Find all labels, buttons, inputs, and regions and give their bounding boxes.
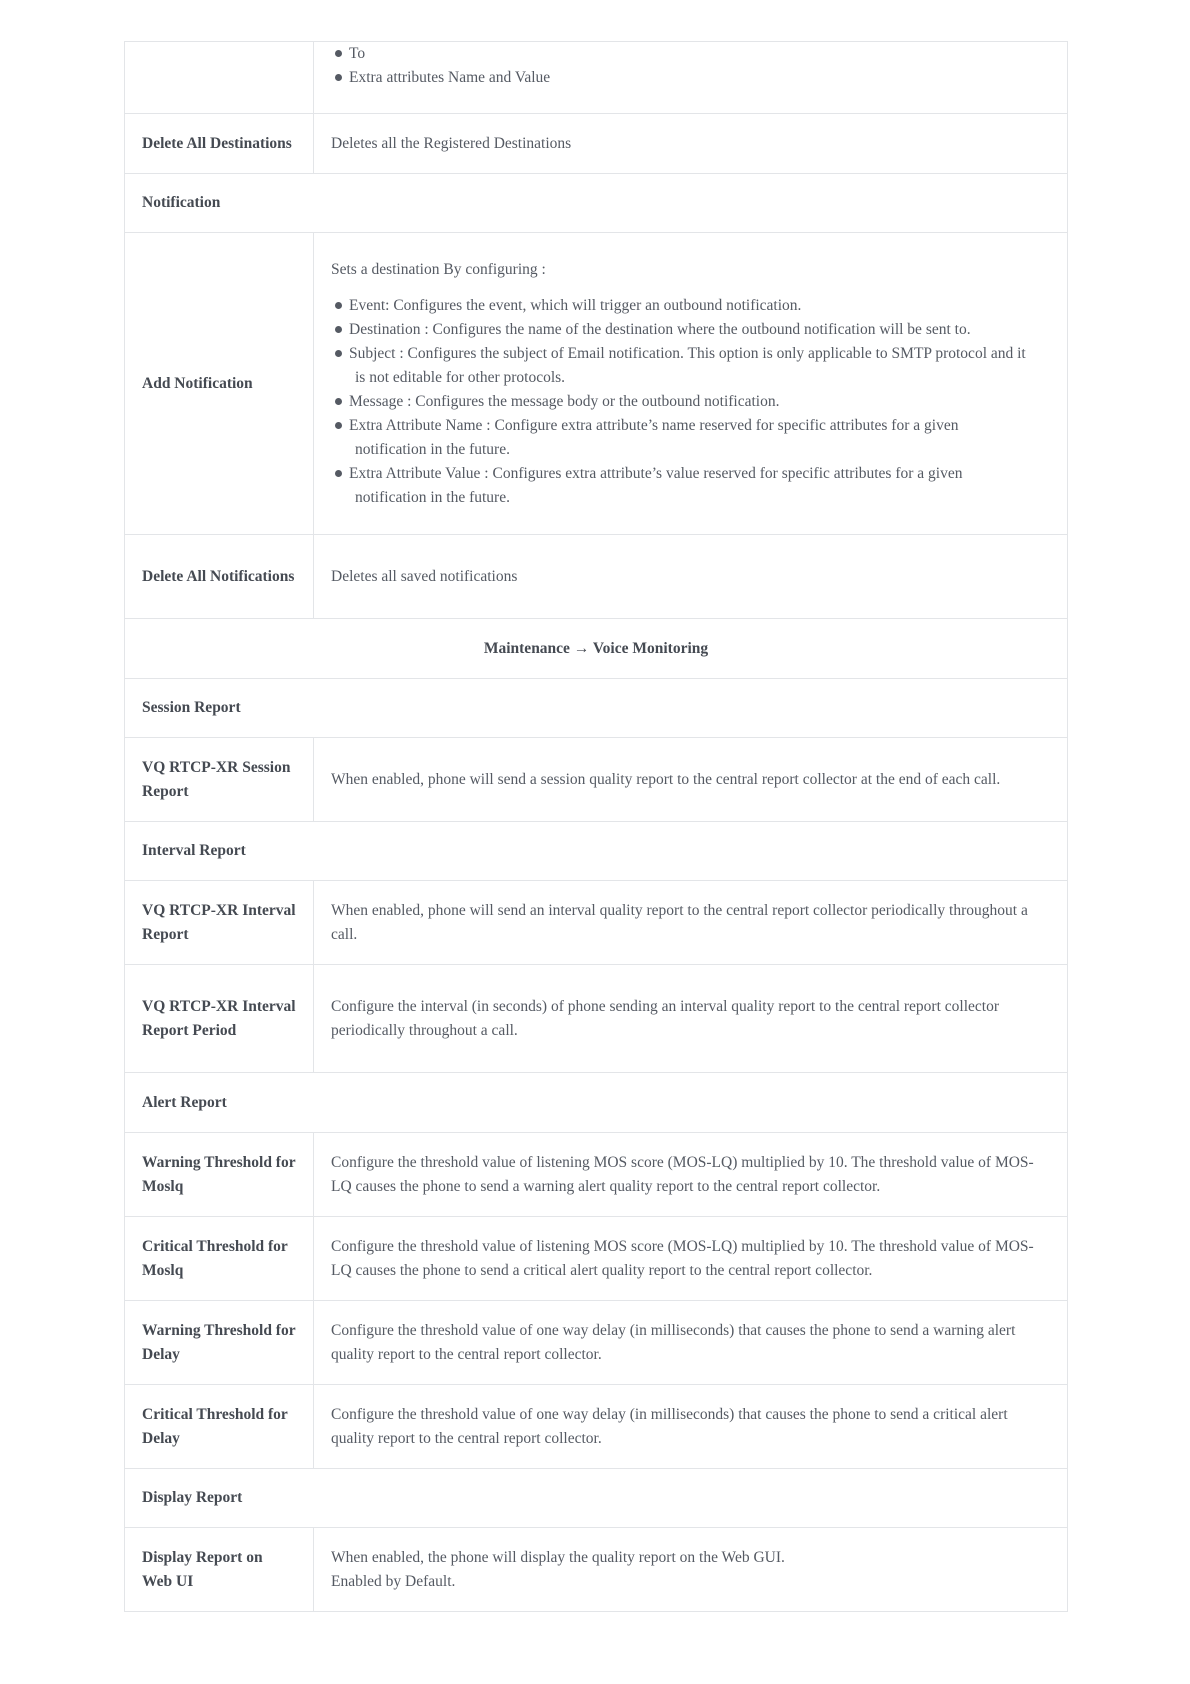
section-title: Session Report bbox=[125, 679, 1068, 738]
description-lead: Sets a destination By configuring : bbox=[331, 260, 546, 278]
row-label: Delete All Notifications bbox=[125, 535, 314, 619]
table-row-vq-interval-report bbox=[125, 881, 1068, 965]
section-title: Maintenance → Voice Monitoring bbox=[125, 619, 1068, 679]
row-description bbox=[314, 1528, 1068, 1612]
section-title: Alert Report bbox=[125, 1073, 1068, 1133]
list-item: To bbox=[331, 42, 1050, 66]
description-line: Enabled by Default. bbox=[331, 1572, 456, 1590]
row-description: Configure the threshold value of one way delay (in milliseconds) that causes the phone to send a critical alert quality report to the central report collector. bbox=[314, 1385, 1068, 1469]
row-label: Critical Threshold for Moslq bbox=[125, 1217, 314, 1301]
row-label: Warning Threshold for Moslq bbox=[125, 1133, 314, 1217]
section-title: Display Report bbox=[125, 1469, 1068, 1528]
row-description: Configure the threshold value of listening MOS score (MOS-LQ) multiplied by 10. The threshold value of MOS-LQ causes the phone to send a warning alert quality report to the central report collector. bbox=[314, 1133, 1068, 1217]
section-row-notification bbox=[125, 174, 1068, 233]
table-row-critical-threshold-delay bbox=[125, 1385, 1068, 1469]
table-row-warning-threshold-delay bbox=[125, 1301, 1068, 1385]
table-row-critical-threshold-moslq bbox=[125, 1217, 1068, 1301]
table-row-vq-session-report bbox=[125, 738, 1068, 822]
row-label: Delete All Destinations bbox=[125, 114, 314, 174]
bullet-list bbox=[331, 42, 1050, 90]
row-description: When enabled, phone will send a session quality report to the central report collector at the end of each call. bbox=[314, 738, 1068, 822]
section-row-interval-report bbox=[125, 822, 1068, 881]
list-item: Message : Configures the message body or the outbound notification. bbox=[331, 390, 1050, 414]
list-item: Subject : Configures the subject of Email notification. This option is only applicable to SMTP protocol and it is not editable for other protocols. bbox=[331, 342, 1050, 390]
list-item: Extra Attribute Name : Configure extra attribute’s name reserved for specific attributes for a given notification in the future. bbox=[331, 414, 1050, 462]
list-item: Extra Attribute Value : Configures extra attribute’s value reserved for specific attributes for a given notification in the future. bbox=[331, 462, 1050, 510]
row-label: VQ RTCP-XR Interval Report Period bbox=[125, 965, 314, 1073]
row-label: VQ RTCP-XR Interval Report bbox=[125, 881, 314, 965]
section-row-display-report bbox=[125, 1469, 1068, 1528]
table-row-display-report-web-ui bbox=[125, 1528, 1068, 1612]
row-description bbox=[314, 233, 1068, 535]
list-item: Destination : Configures the name of the destination where the outbound notification will be sent to. bbox=[331, 318, 1050, 342]
table-row-warning-threshold-moslq bbox=[125, 1133, 1068, 1217]
row-label: Warning Threshold for Delay bbox=[125, 1301, 314, 1385]
row-label: Add Notification bbox=[125, 233, 314, 535]
row-description: When enabled, phone will send an interval quality report to the central report collector periodically throughout a call. bbox=[314, 881, 1068, 965]
bullet-list bbox=[331, 294, 1050, 510]
table-row-add-notification bbox=[125, 233, 1068, 535]
section-title: Notification bbox=[125, 174, 1068, 233]
list-item: Event: Configures the event, which will trigger an outbound notification. bbox=[331, 294, 1050, 318]
settings-table bbox=[124, 41, 1068, 1612]
table-row-vq-interval-report-period bbox=[125, 965, 1068, 1073]
row-description: Configure the threshold value of one way delay (in milliseconds) that causes the phone to send a warning alert quality report to the central report collector. bbox=[314, 1301, 1068, 1385]
row-description: Deletes all the Registered Destinations bbox=[314, 114, 1068, 174]
continuation-row bbox=[125, 42, 1068, 114]
row-label: VQ RTCP-XR Session Report bbox=[125, 738, 314, 822]
row-label: Critical Threshold for Delay bbox=[125, 1385, 314, 1469]
section-row-session-report bbox=[125, 679, 1068, 738]
row-label: Display Report on Web UI bbox=[125, 1528, 314, 1612]
section-header-maintenance bbox=[125, 619, 1068, 679]
list-item: Extra attributes Name and Value bbox=[331, 66, 1050, 90]
row-description: Deletes all saved notifications bbox=[314, 535, 1068, 619]
table-row-delete-all-destinations bbox=[125, 114, 1068, 174]
table-row-delete-all-notifications bbox=[125, 535, 1068, 619]
description-line: When enabled, the phone will display the quality report on the Web GUI. bbox=[331, 1548, 785, 1566]
row-description: Configure the threshold value of listening MOS score (MOS-LQ) multiplied by 10. The threshold value of MOS-LQ causes the phone to send a critical alert quality report to the central report collector. bbox=[314, 1217, 1068, 1301]
row-description: Configure the interval (in seconds) of phone sending an interval quality report to the central report collector periodically throughout a call. bbox=[314, 965, 1068, 1073]
section-title: Interval Report bbox=[125, 822, 1068, 881]
section-row-alert-report bbox=[125, 1073, 1068, 1133]
